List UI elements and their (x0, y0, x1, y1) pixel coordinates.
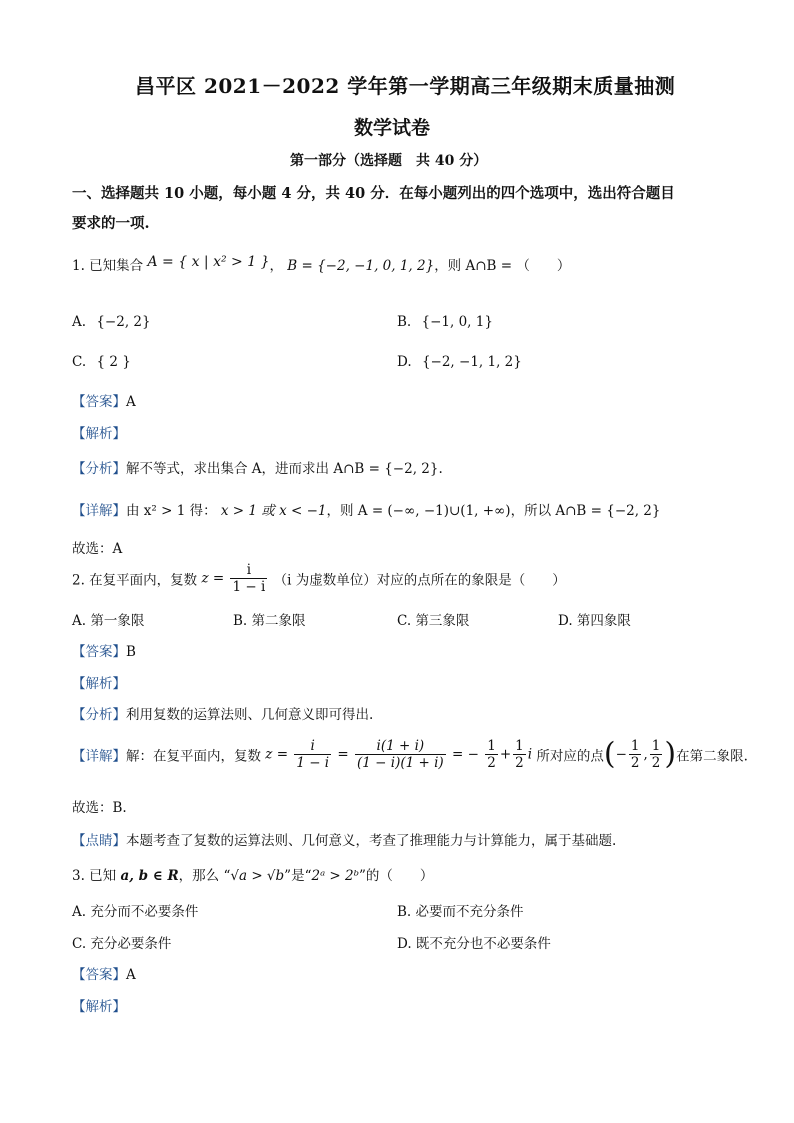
dianjing-tag: 【点睛】 (72, 833, 126, 849)
q1-option-b-value: {−1, 0, 1} (421, 314, 493, 330)
q2-fenxi (72, 703, 373, 723)
q3-cond2: 2ᵃ > 2ᵇ (311, 868, 360, 884)
q1-option-a (72, 314, 151, 330)
q2-eq-minus: = − (452, 746, 479, 763)
q2-pt-y-num: 1 (651, 738, 661, 754)
q2-plus: + (499, 746, 512, 763)
q2-pt-comma: , (643, 746, 648, 763)
q2-frac-3-num: 1 (487, 738, 496, 754)
q2-fraction (230, 562, 267, 595)
choose-prefix: 故选： (72, 800, 113, 816)
q2-fenxi-text: 利用复数的运算法则、几何意义即可得出. (126, 707, 374, 723)
q1-set-a: A = { x | x² > 1 } (147, 254, 270, 270)
q3-answer-value: A (126, 967, 136, 983)
q2-option-b: B. 第二象限 (233, 613, 306, 629)
q2-frac-1-num: i (294, 738, 331, 755)
q2-stem-b: （i 为虚数单位）对应的点所在的象限是（ ） (273, 572, 566, 589)
exam-title: 昌平区 2021－2022 学年第一学期高三年级期末质量抽测 (135, 74, 676, 98)
q2-option-d: D. 第四象限 (558, 613, 631, 629)
q2-choose-value: B. (112, 800, 127, 816)
q2-fraction-num: i (230, 562, 267, 579)
q1-choose (72, 537, 122, 557)
q1-stem (72, 254, 570, 274)
q2-frac-4 (513, 738, 526, 771)
q3-option-a: A. 充分而不必要条件 (72, 904, 199, 920)
q1-sep: ， (269, 258, 283, 274)
choose-prefix: 故选： (72, 541, 113, 557)
section-intro-line2: 要求的一项. (72, 215, 150, 232)
q1-set-b: B = {−2, −1, 0, 1, 2} (287, 258, 435, 274)
q2-stem-a: 2. 在复平面内，复数 (72, 572, 198, 589)
q1-option-c-value: { 2 } (96, 354, 131, 370)
q3-analysis-tag: 【解析】 (72, 999, 126, 1015)
paren-close: ) (664, 736, 677, 772)
q2-detail (72, 738, 748, 771)
q2-frac-1-den: 1 − i (296, 755, 330, 771)
q2-dianjing (72, 829, 616, 849)
q2-pt-x-num: 1 (630, 738, 640, 754)
q2-i-tail: i (527, 746, 533, 763)
q3-answer (72, 963, 136, 983)
q1-option-a-value: {−2, 2} (96, 314, 151, 330)
q2-option-c: C. 第三象限 (397, 613, 470, 629)
part-heading: 第一部分（选择题 共 40 分） (290, 153, 488, 169)
q1-option-b (397, 314, 493, 330)
q1-fenxi (72, 457, 443, 477)
q2-option-a: A. 第一象限 (72, 613, 145, 629)
q2-z: z = (201, 570, 225, 587)
q2-pt-y (650, 738, 663, 771)
q1-choose-value: A (112, 541, 123, 557)
q2-stem (72, 562, 566, 595)
q1-detail-b: x > 1 或 x < −1 (220, 503, 327, 519)
q2-frac-3-den: 2 (487, 755, 496, 771)
q2-frac-2-den: (1 − i)(1 + i) (357, 755, 444, 771)
q2-frac-3 (485, 738, 498, 771)
q2-frac-1 (294, 738, 331, 771)
q1-answer (72, 390, 136, 410)
q1-option-c-label: C. (72, 354, 87, 370)
q1-detail-a: 由 x² > 1 得： (126, 503, 217, 519)
q3-cond1: √a > √b (230, 868, 285, 884)
q1-number: 1. 已知集合 (72, 258, 144, 274)
xiangjie-tag: 【详解】 (72, 748, 126, 765)
q2-answer (72, 640, 136, 660)
answer-tag: 【答案】 (72, 394, 126, 410)
q3-stem (72, 864, 433, 884)
q2-answer-value: B (126, 644, 136, 660)
fenxi-tag: 【分析】 (72, 461, 126, 477)
q1-option-b-label: B. (397, 314, 412, 330)
q2-frac-2-num: i(1 + i) (355, 738, 446, 755)
q1-option-d-label: D. (397, 354, 412, 370)
q3-stem-b: ，那么 “ (178, 868, 231, 884)
q3-vars: a, b ∈ R (120, 868, 179, 884)
q3-option-b: B. 必要而不充分条件 (397, 904, 524, 920)
exam-subtitle: 数学试卷 (354, 117, 431, 139)
q1-answer-value: A (126, 394, 136, 410)
answer-tag: 【答案】 (72, 644, 126, 660)
q2-pt-minus: − (615, 746, 627, 763)
q1-detail-c: ，则 A = (−∞, −1)∪(1, +∞)，所以 A∩B = {−2, 2} (326, 503, 661, 519)
answer-tag: 【答案】 (72, 967, 126, 983)
xiangjie-tag: 【详解】 (72, 503, 126, 519)
q2-detail-c: 在第二象限. (676, 748, 748, 765)
q1-tail: ，则 A∩B = （ ） (434, 258, 571, 274)
q2-frac-4-den: 2 (515, 755, 524, 771)
q2-dianjing-text: 本题考查了复数的运算法则、几何意义，考查了推理能力与计算能力，属于基础题. (126, 833, 617, 849)
q2-choose (72, 796, 127, 816)
q1-analysis-tag: 【解析】 (72, 426, 126, 442)
q3-stem-a: 3. 已知 (72, 868, 117, 884)
q1-fenxi-text: 解不等式，求出集合 A，进而求出 A∩B = {−2, 2}. (126, 461, 443, 477)
q3-stem-d: ”的（ ） (359, 868, 434, 884)
q3-option-c: C. 充分必要条件 (72, 936, 172, 952)
q2-fraction-den: 1 − i (232, 579, 266, 595)
q2-detail-z: z = (265, 746, 289, 763)
q2-detail-b: 所对应的点 (536, 748, 604, 765)
q2-detail-a: 解：在复平面内，复数 (126, 748, 261, 765)
q3-stem-c: ”是“ (284, 868, 312, 884)
paren-open: ( (603, 736, 616, 772)
q2-frac-4-num: 1 (515, 738, 524, 754)
q2-pt-x-den: 2 (630, 755, 640, 771)
q1-option-d (397, 354, 522, 370)
section-intro-line1: 一、选择题共 10 小题，每小题 4 分，共 40 分．在每小题列出的四个选项中，选出符合题目 (72, 185, 675, 202)
q1-option-c (72, 354, 131, 370)
equals-sign: = (337, 746, 349, 763)
q2-analysis-tag: 【解析】 (72, 676, 126, 692)
q1-detail (72, 499, 660, 519)
q1-option-a-label: A. (72, 314, 87, 330)
q2-frac-2 (355, 738, 446, 771)
q2-pt-x (629, 738, 642, 771)
q1-option-d-value: {−2, −1, 1, 2} (421, 354, 522, 370)
q3-option-d: D. 既不充分也不必要条件 (397, 936, 551, 952)
fenxi-tag: 【分析】 (72, 707, 126, 723)
q2-pt-y-den: 2 (651, 755, 661, 771)
